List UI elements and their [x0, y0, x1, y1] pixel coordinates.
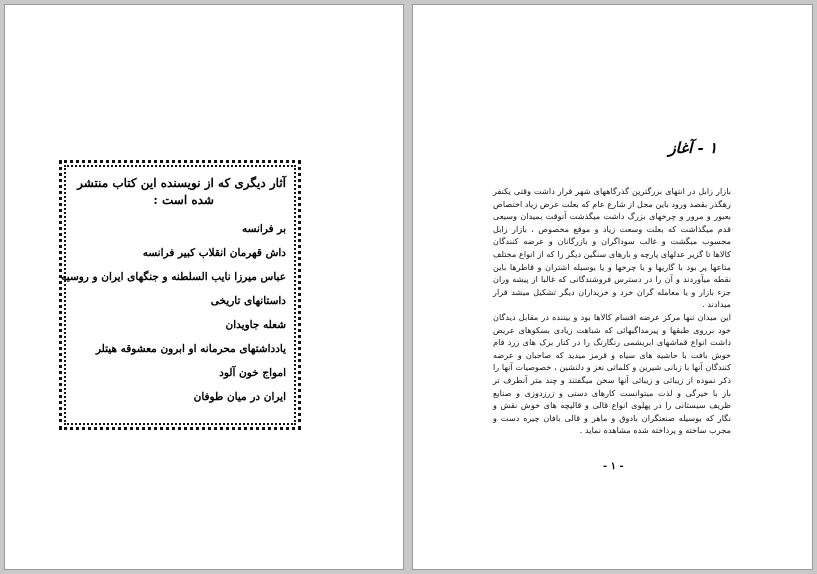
work-item: امواج خون آلود [219, 367, 286, 379]
right-page [412, 4, 813, 570]
work-item: داش قهرمان انقلاب کبیر فرانسه [142, 247, 286, 259]
works-frame [59, 160, 301, 430]
chapter-body [493, 185, 731, 437]
work-item: شعله جاویدان [225, 319, 286, 331]
chapter-title: ۱ - آغاز [668, 139, 717, 157]
works-list [61, 223, 286, 404]
work-item: داستانهای تاریخی [210, 295, 286, 307]
frame-title-line1: آثار دیگری که از نویسنده این کتاب منتشر [77, 176, 286, 190]
works-frame-inner [61, 165, 296, 425]
left-page [4, 4, 404, 570]
paragraph: بازار زابل در انتهای بزرگترین گذرگاههای شهر قرار داشت وقتی یکنفر رهگذر بقصد ورود باین محل از شارع عام که بعلت عرض زیاد اختصاص بعبور و مرور و چرخهای بزرگ داشت میگذشت آنوقت بمیدان وسیعی قدم میگذاشت که بعلت وسعت زیاد و موقع مخصوص ، بازار زابل محسوب میگشت و غالب سوداگران و بازرگانان و عرضه کنندگان کالاها تا گزیر عدلهای پارچه و بارهای سنگین دیگر را که از انواع مختلف متاعها پر بود با گاریها و یا چرخها و یا بوسیله اشتران و قاطرها باین نقطه میآوردند و آن را در دسترس فروشندگانی که غالبا از پیشه وران جزء بازار و یا معامله گران خرد و خریداران دیگر تشکیل میشد قرار میدادند . [493, 186, 731, 310]
page-number: - ۱ - [603, 461, 624, 472]
work-item: عباس میرزا نایب السلطنه و جنگهای ایران و روسیه [61, 271, 286, 283]
page-gutter [404, 0, 412, 574]
work-item: بر فرانسه [241, 223, 286, 235]
frame-title-line2: شده است : [153, 193, 214, 207]
work-item: ایران در میان طوفان [193, 391, 286, 403]
paragraph: این میدان تنها مرکز عرضه اقسام کالاها بود و بیننده در مقابل دیدگان خود برروی طبقها و پیرمداگیهائی که شباهت زیادی بسکوهای عریض داشت انواع قماشهای ابریشمی رنگارنگ را در کنار برک های زرد فام خوش بافت با حاشیه های سیاه و قرمز میدید که صاحبان و عرضه کنندگان آنها با زبانی شیرین و کلماتی نغز و دلنشین ، خصوصیات آنها را ذکر نموده از زیبائی و زیبائی آنها سخن میگفتند و چند متر آنطرف تر باز با خیرگی و لذت میتوانست کارهای دستی و زرزدوزی و صنایع ظریف سیستانی را در پهلوی انواع قالی و قالیچه های خوش نقش و نگار که بوسیله صنعتگران بادوق و ماهر و قالی بافان چیره دست و مجرب ساخته و پرداخته شده مشاهده نماید . [493, 311, 731, 436]
work-item: یادداشتهای محرمانه او ابرون معشوقه هیتلر [95, 343, 286, 355]
